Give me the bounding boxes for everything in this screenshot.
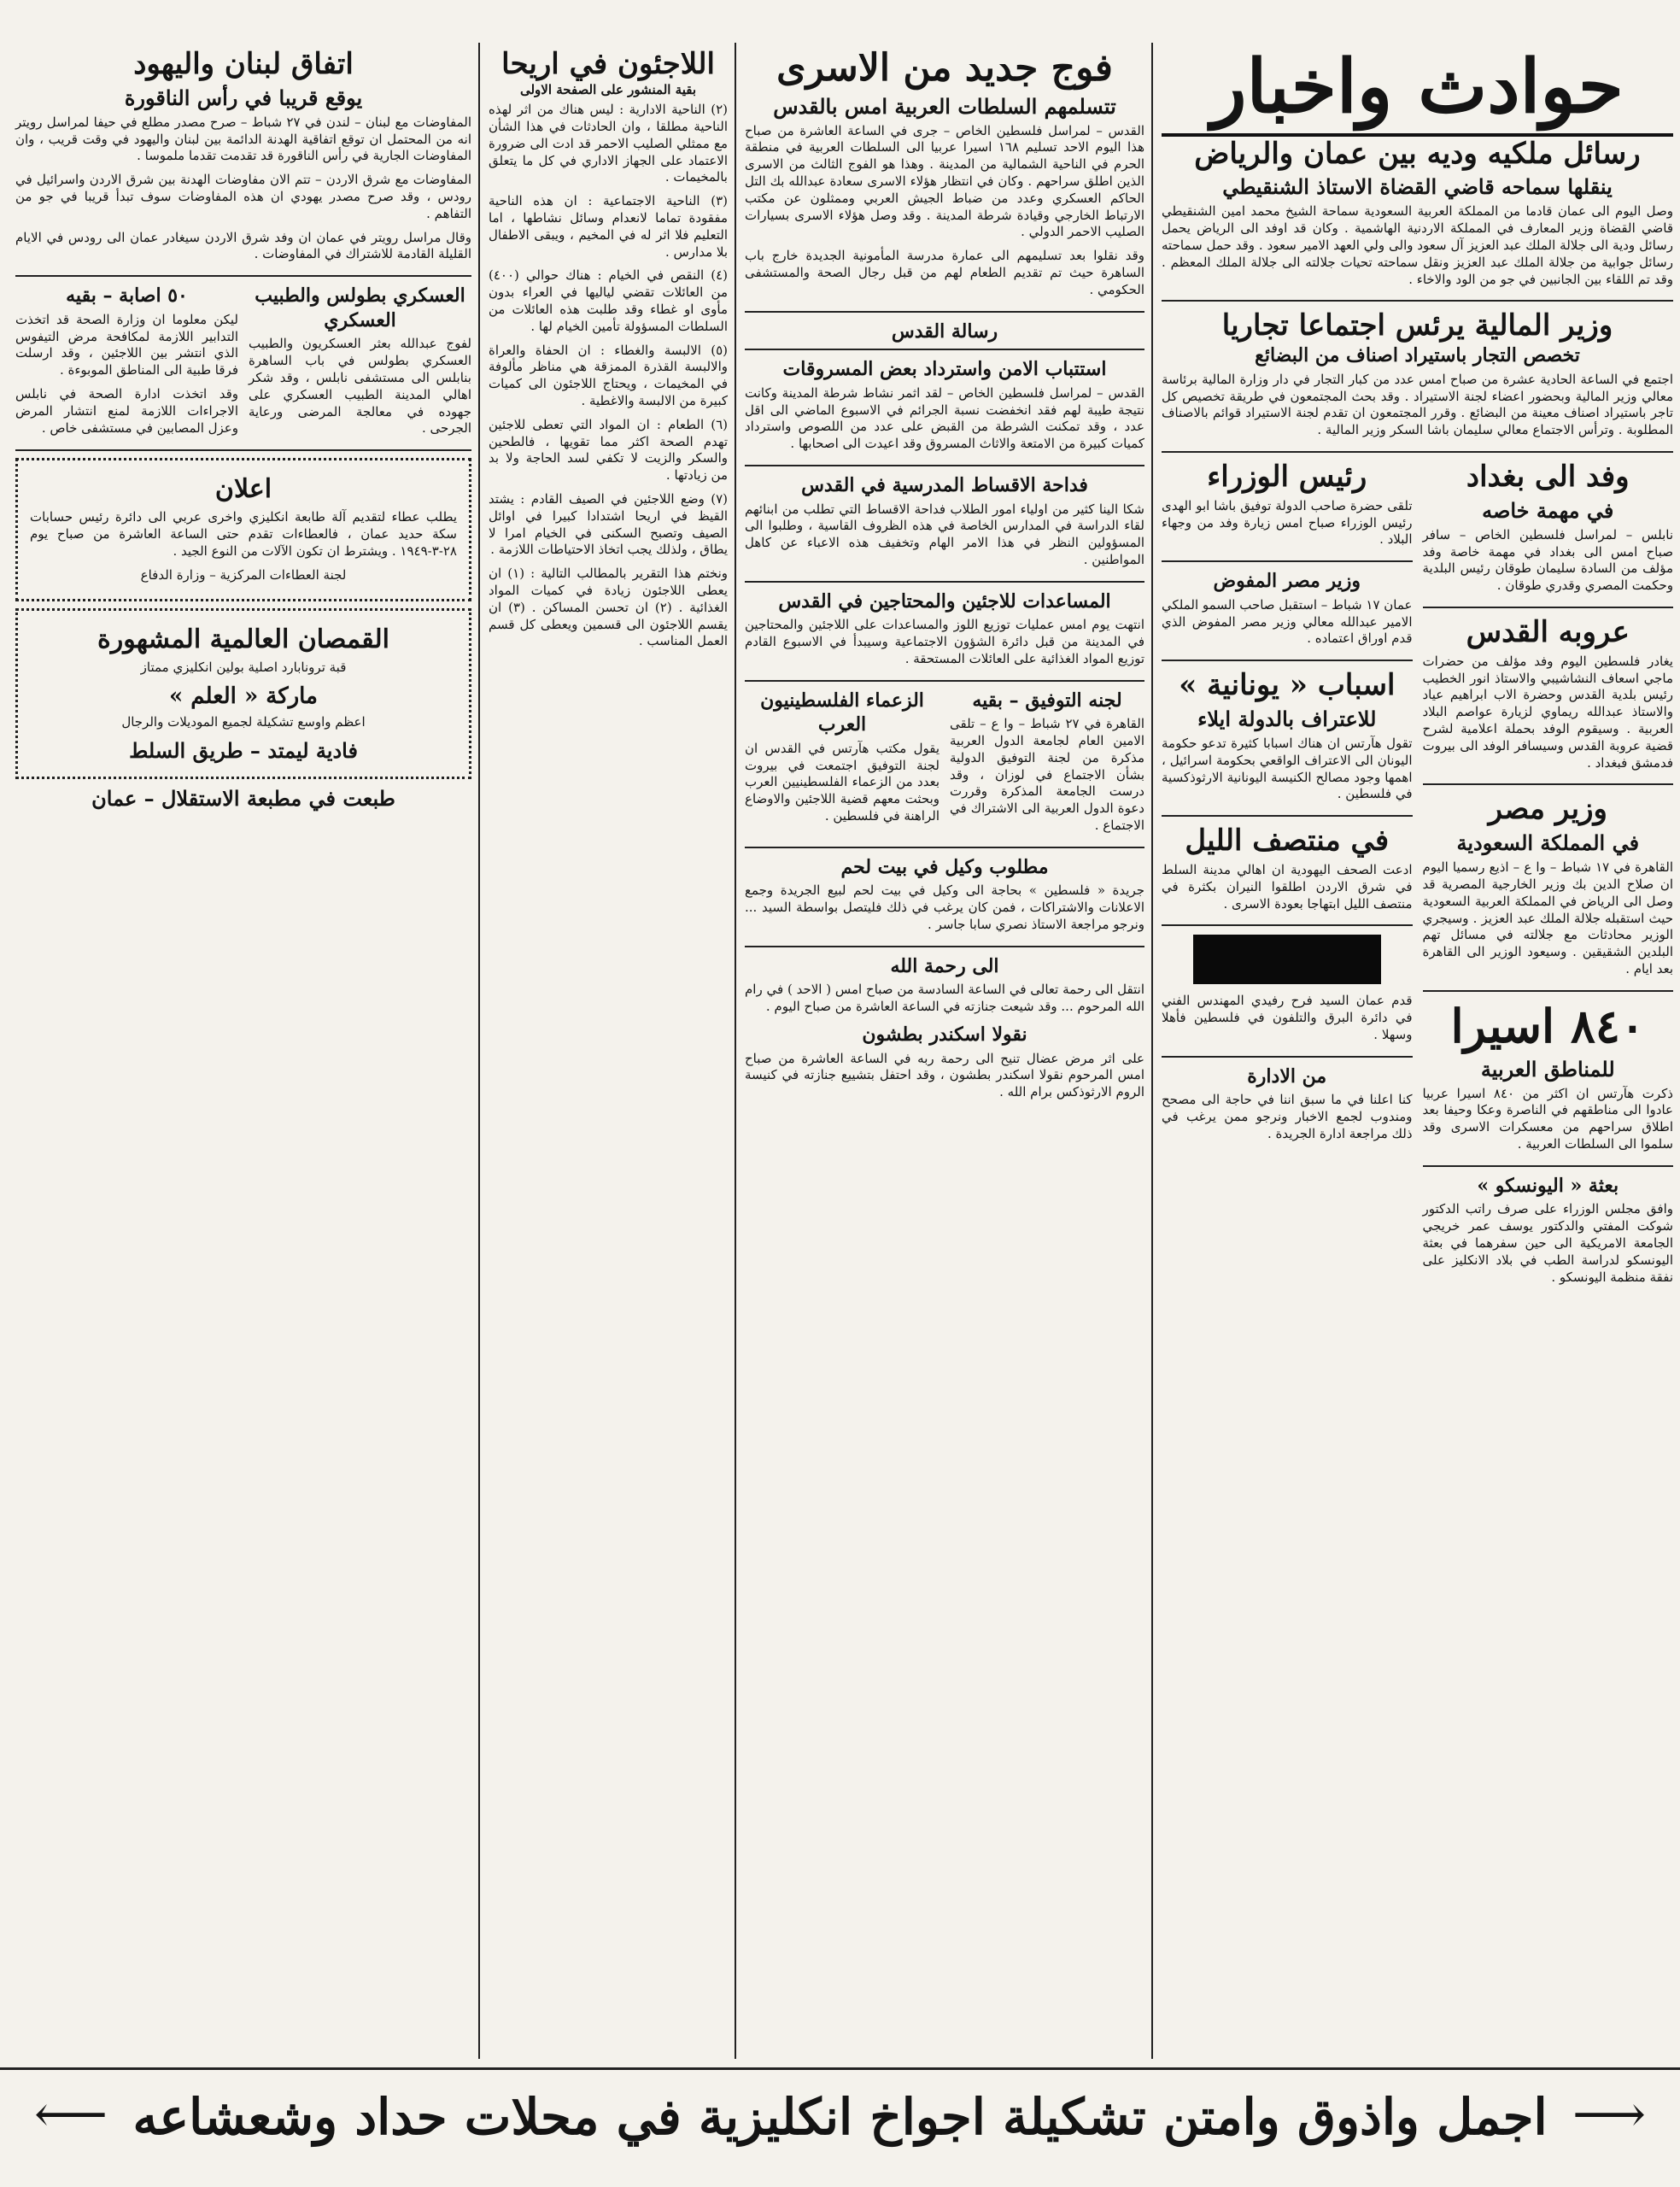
headline: وزير مصر [1488,792,1607,827]
column-center-right [738,47,1151,2063]
headline: مطلوب وكيل في بيت لحم [840,855,1049,878]
article-body: لفوج عبدالله بعثر العسكريون والطبيب العسكري بطولس في باب الساهرة بنابلس الى مستشفى نابلس ، وقد شكر اهالي المدينة الطبيب العسكري على جهوده في معالجة المرضى ورعاية الجرحى . [249,336,471,437]
headline: المساعدات للاجئين والمحتاجين في القدس [778,589,1111,613]
article-body: انتهت يوم امس عمليات توزيع اللوز والمساعدات على اللاجئين والمحتاجين في المدينة من قبل دائرة الشؤون الاجتماعية وسيبدأ في الاسبوع القادم توزيع المواد الغذائية على العائلات المستحقة . [745,617,1144,666]
ad-brand: ماركة « العلم » [169,683,318,710]
headline: اتفاق لبنان واليهود [133,47,354,81]
article-body: (٥) الالبسة والغطاء : ان الحفاة والعراة والالبسة القذرة الممزقة هي مناظر مألوفة في المخيمات ، ويحتاج اللاجئون الى كميات كبيرة من الالبسة والاغطية . [489,342,728,409]
subhead: تخصص التجار باستيراد اصناف من البضائع [1255,344,1580,367]
ad-tagline: اعظم واوسع تشكيلة لجميع الموديلات والرجال [121,714,366,730]
ad-footer: لجنة العطاءات المركزية – وزارة الدفاع [140,566,347,583]
article-prime-minister [1162,460,1413,562]
subhead: في المملكة السعودية [1456,830,1640,856]
article-body: القدس – لمراسل فلسطين الخاص – لقد اثمر نشاط شرطة المدينة وكانت نتيجة طيبة لهم فقد انخفضت نسبة الجرائم في الاسبوع الماضي الى اقل عدد ، وقد تمكنت الشرطة من القبض على عدد من اللصوص واسترداد كميات كبيرة من الامتعة والاثاث المسروق وقد اعيدت الى اصحابها . [745,384,1144,452]
article-body: جريدة « فلسطين » بحاجة الى وكيل في بيت لحم لبيع الجريدة وجمع الاعلانات والاشتراكات ، فمن كان يرغب في ذلك فليتصل بواسطة السيد ... ونرجو مراجعة الاستاذ نصري سابا جاسر . [745,882,1144,933]
headline: استتباب الامن واسترداد بعض المسروقات [782,358,1107,381]
column-rule [735,43,736,2059]
article-conciliation [950,689,1144,841]
article-body: كنا اعلنا في ما سبق اننا في حاجة الى مصحح ومندوب لجمع الاخبار ونرجو ممن يرغب في ذلك مراجعة ادارة الجريدة . [1162,1092,1413,1141]
article-agent-wanted [745,855,1144,947]
article-administration [1162,1064,1413,1143]
article-lebanon-agreement [15,47,471,277]
headline: الى رحمة الله [890,954,999,977]
section-label: رسالة القدس [745,320,1144,351]
ad-title: اعلان [214,474,272,505]
article-body: القاهرة في ٢٧ شباط – وا ع – تلقى الامين العام لجامعة الدول العربية مذكرة من لجنة التوفيق الدولية بشأن الاجتماع في لوزان ، وقد درست الجامعة المذكرة وقررت دعوة الدول العربية الى الاشتراك في الاجتماع . [950,716,1144,834]
article-jerusalem-arabism [1423,615,1674,785]
article-refugee-aid [745,589,1144,682]
article-school-fees [745,473,1144,583]
ad-shop: فادية ليمتد – طريق السلط [129,737,358,763]
column-left [9,47,478,2063]
arrow-left-icon: ⟵ [34,2084,108,2144]
article-body: ليكن معلوما ان وزارة الصحة قد اتخذت التدابير اللازمة لمكافحة مرض التيفوس الذي انتشر بين اللاجئين ، وقد ارسلت فرقا طبية الى المناطق الموبوءة . [15,311,238,378]
article-body: ادعت الصحف اليهودية ان اهالي مدينة السلط في شرق الاردن اطلقوا النيران بكثرة في منتصف الليل ابتهاجا بعودة الاسرى . [1162,861,1413,912]
article-egypt-minister-saudi [1423,792,1674,991]
subhead: للمناطق العربية [1480,1056,1615,1082]
two-column-block [745,689,1144,848]
arrow-right-icon: ⟶ [1572,2084,1646,2144]
article-unesco-mission [1423,1174,1674,1287]
headline: ٥٠ اصابة – بقيه [66,284,188,308]
subhead: في مهمة خاصه [1482,497,1614,523]
article-body: القدس – لمراسل فلسطين الخاص – جرى في الساعة العاشرة من صباح هذا اليوم الاحد تسليم ١٦٨ اسيرا عربيا الى السلطات العربية في منطقة الحرم في الناحية الشمالية من المدينة . وهذا هو الفوج الثالث من الاسرى الذين اطلق سراحهم . وكان في انتظار هؤلاء الاسرى سعادة عبدالله بك التل الحاكم العسكري وعدد من ضباط الجيش العربي وممثلون عن مكتب الارتباط الخارجي وقيادة شرطة المدينة . وقد وصل هؤلاء الاسرى بسيارات الصليب الاحمر الدولي . [745,122,1144,240]
article-royal-letters [1162,137,1673,302]
article-body: وقال مراسل رويتر في عمان ان وفد شرق الاردن سيغادر عمان الى رودس في الايام القليلة القادمة للاشتراك في المفاوضات . [15,229,471,262]
article-body: المفاوضات مع شرق الاردن – تتم الان مفاوضات الهدنة بين شرق الاردن واسرائيل في رودس ، وقد صرح مصدر يهودي ان هذه المفاوضات سوف تبدأ قريبا في جو من التفاهم . [15,172,471,221]
article-jericho-refugees [489,47,728,650]
article-body: (٢) الناحية الادارية : ليس هناك من اثر لهذه الناحية مطلقا ، وان الحادثات في هذا الشأن مع ممثلي الصليب الاحمر قد ادت الى ضرورة الاعتماد على الجهاز الاداري في كل ما يتعلق بالمخيمات . [489,102,728,185]
article-body: وصل اليوم الى عمان قادما من المملكة العربية السعودية سماحة الشيخ محمد امين الشنقيطي قاضي القضاة وزير المعارف في المملكة الاردنية الهاشمية . وكان قد اوفد الى الرياض يحمل رسائل ودية الى جلالة الملك عبد العزيز آل سعود والى ولي العهد الامير سعود . وقد حمل سماحته رسائل جوابية من جلالة الملك عبد العزيز ونقل سماحته تحيات جلالته الى جلالة الملك المعظم . وقد تم اللقاء بين الجانبين في جو من الود والاخاء . [1162,203,1673,287]
article-body: القاهرة في ١٧ شباط – وا ع – اذيع رسميا اليوم ان صلاح الدين بك وزير الخارجية المصرية قد وصل الى الرياض في المملكة العربية السعودية حيث استقبله جلالة الملك عبد العزيز . وسيجري الوزير محادثات مع جلالته في مسائل تهم البلدين الشقيقين . وسيعود الوزير الى القاهرة بعد ايام . [1422,859,1673,976]
article-obituary [745,954,1144,1101]
subhead: للاعتراف بالدولة ايلاء [1197,706,1377,731]
headline: بعثة « اليونسكو » [1477,1174,1619,1197]
subhead: تتسلمهم السلطات العربية امس بالقدس [773,93,1116,119]
headline: عروبه القدس [1466,614,1630,649]
headline: وزير مصر المفوض [1213,570,1361,593]
article-body: تقول هآرتس ان هناك اسبابا كثيرة تدعو حكومة اليونان الى الاعتراف الواقعي بحكومة اسرائيل ، اهمها وجود مصالح الكنيسة اليونانية الارثوذكسية في فلسطين . [1162,735,1413,802]
ad-title: القمصان العالمية المشهورة [97,624,389,655]
headline: رسائل ملكيه وديه بين عمان والرياض [1194,136,1641,171]
two-column-block [15,284,471,451]
article-egypt-envoy [1162,569,1413,661]
headline: في منتصف الليل [1185,824,1390,859]
subhead: ينقلها سماحه قاضي القضاة الاستاذ الشنقيطي [1222,174,1613,200]
headline: فوج جديد من الاسرى [776,47,1113,90]
printer-line: طبعت في مطبعة الاستقلال – عمان [91,785,395,811]
two-column-block [1162,460,1673,1293]
sub-column-right [1423,460,1674,1293]
article-body: المفاوضات مع لبنان – لندن في ٢٧ شباط – صرح مصدر مطلع في حيفا لمراسل رويتر انه من المحتمل ان توقع اتفاقية الهدنة الدائمة بين لبنان واليهود في وقت قريب ، وان المفاوضات الجارية في رأس الناقورة قد تقدمت تقدما ملموسا . [15,114,471,164]
article-body: اجتمع في الساعة الحادية عشرة من صباح امس عدد من كبار التجار في دار وزارة المالية برئاسة معالي وزير المالية وبحضور اعضاء لجنة الاستيراد . وقد بحث المجتمعون في طريقة تخصيص كل تاجر باستيراد اصناف معينة من البضائع . وقرر المجتمعون ان تقدم لجنة الاستيراد قوائم بالاصناف المطلوبة . وترأس الاجتماع معالي سليمان باشا السكر وزير المالية . [1162,371,1673,438]
article-body: تلقى حضرة صاحب الدولة توفيق باشا ابو الهدى رئيس الوزراء صباح امس زيارة وفد من وجهاء البلاد . [1162,497,1413,548]
article-body: شكا الينا كثير من اولياء امور الطلاب فداحة الاقساط التي تطلب من ابنائهم لقاء الدراسة في المدارس الخاصة في هذه الظروف القاسية ، وطلبوا الى المسؤولين النظر في هذا الامر الهام وتخفيف هذه الاعباء عن كاهل المواطنين . [745,501,1144,567]
ad-tender [15,458,471,601]
masthead: حوادث واخبار [1162,47,1673,137]
article-finance-minister [1162,308,1673,453]
column-right [1155,47,1680,2063]
article-body: نابلس – لمراسل فلسطين الخاص – سافر صباح امس الى بغداد في مهمة خاصة وفد مؤلف من السادة سليمان طوقان رئيس البلدية وحكمت المصري وقدري طوقان . [1422,526,1673,594]
headline: وفد الى بغداد [1466,459,1630,494]
article-baghdad-delegation [1423,460,1674,608]
headline: رئيس الوزراء [1207,459,1367,494]
article-body: وقد اتخذت ادارة الصحة في نابلس الاجراءات اللازمة لمنع انتشار المرض وعزل المصابين في مستشفى خاص . [15,385,238,436]
redacted-block [1193,935,1381,984]
article-body: ذكرت هآرتس ان اكثر من ٨٤٠ اسيرا عربيا عادوا الى مناطقهم في الناصرة وعكا وحيفا بعد اطلاق سراحهم من معسكرات الاسرى وقد سلموا الى السلطات العربية . [1422,1085,1673,1152]
article-body: قدم عمان السيد فرح رفيدي المهندس الفني في دائرة البرق والتلفون في فلسطين فأهلا وسهلا . [1162,993,1413,1042]
article-body: على اثر مرض عضال تنيح الى رحمة ربه في الساعة العاشرة من صباح امس المرحوم نقولا اسكندر بطشون ، وقد احتفل بتشييع جنازته في كنيسة الروم الارثوذكس برام الله . [745,1050,1144,1100]
subhead: بقية المنشور على الصفحة الاولى [519,81,697,97]
article-body: يقول مكتب هآرتس في القدس ان لجنة التوفيق اجتمعت في بيروت بعدد من الزعماء الفلسطينيين العرب وبحثت معهم قضية اللاجئين والاوضاع الراهنة في فلسطين . [745,740,940,824]
ad-body: قبة ترونابارد اصلية بولين انكليزي ممتاز [140,660,347,676]
column-center-left [482,47,735,2063]
headline: لجنه التوفيق – بقيه [972,689,1122,712]
subhead: يوقع قريبا في رأس الناقورة [124,85,363,110]
article-body: عمان ١٧ شباط – استقبل صاحب السمو الملكي الامير عبدالله معالي وزير مصر المفوض الذي قدم اوراق اعتماده . [1161,596,1413,647]
article-body: ونختم هذا التقرير بالمطالب التالية : (١) ان يعطى اللاجئون زيادة في كميات المواد الغذائية . (٢) ان تحسن المساكن . (٣) ان يقسم اللاجئون الى قسمين ويعطى كل قسم العمل المناسب . [489,566,728,649]
headline: ٨٤٠ اسيرا [1450,998,1645,1053]
article-body: (٣) الناحية الاجتماعية : ان هذه الناحية مفقودة تماما لانعدام وسائل نشاطها ، اما التعليم فلا اثر له في المخيم ، ويبقى الاطفال بلا مدارس . [489,193,728,260]
column-rule [1151,43,1153,2059]
article-body: وافق مجلس الوزراء على صرف راتب الدكتور شوكت المفتي والدكتور يوسف عمر خريجي الجامعة الامريكية الى حين سفرهما في بعثة اليونسكو لدراسة الطب في بلاد الانكليز على نفقة منظمة اليونسكو . [1422,1201,1673,1285]
article-840-prisoners [1423,999,1674,1167]
headline: من الادارة [1247,1064,1327,1088]
article-body: (٧) وضع اللاجئين في الصيف القادم : يشتد القيظ في اريحا اشتدادا كبيرا في اوائل الصيف وتصبح السكنى في الخيام امرا لا يطاق ، ولذلك يجب اتخاذ الاحتياطات اللازمة . [489,491,728,558]
article-palestinian-leaders [745,689,940,841]
article-greek-reasons [1162,668,1413,817]
article-body: يغادر فلسطين اليوم وفد مؤلف من حضرات ماجي اسعاف النشاشيبي والاستاذ انور الخطيب رئيس بلدية القدس وحضرة الاب ابراهيم عياد والاستاذ عبدالله ريماوي لزيارة عواصم البلاد العربية . وسيقوم الوفد بحملة اعلامية لشرح قضية عروبة القدس وسيسافر الوفد الى بيروت فدمشق فبغداد . [1422,653,1673,771]
headline: نقولا اسكندر بطشون [862,1023,1027,1047]
headline: الزعماء الفلسطينيون العرب [760,689,924,736]
article-body: انتقل الى رحمة تعالى في الساعة السادسة من صباح امس ( الاحد ) في رام الله المرحوم ... وقد شيعت جنازته في الساعة العاشرة من صباح اليوم . [745,982,1144,1015]
footer-ribbon [0,2067,1680,2164]
ad-shirts [15,608,471,779]
headline: اللاجئون في اريحا [501,47,715,81]
article-military-doctor [249,284,471,444]
column-rule [478,43,480,2059]
article-body: (٦) الطعام : ان المواد التي تعطى للاجئين تهدم الصحة اكثر مما تقويها ، فالطحين والسكر والزيت لا تكفي لسد الحاجة ولا بد من زيادتها . [489,416,728,484]
headline: اسباب « يونانية » [1179,668,1396,703]
article-50-cases [15,284,238,444]
sub-column-left [1162,460,1413,1293]
article-body: (٤) النقص في الخيام : هناك حوالي (٤٠٠) من العائلات تقضي لياليها في العراء بدون مأوى او غطاء وقد طلبت هذه العائلات من السلطات المسؤولة تأمين الخيام لها . [489,267,728,334]
headline: العسكري بطولس والطبيب العسكري [255,284,465,331]
headline: فداحة الاقساط المدرسية في القدس [801,473,1088,496]
headline: وزير المالية يرئس اجتماعا تجاريا [1221,308,1613,343]
article-body: وقد نقلوا بعد تسليمهم الى عمارة مدرسة المأمونية الجديدة خارج باب الساهرة حيث تم تقديم الطعام لهم من قبل رجال الصحة والمستشفى الحكومي . [745,248,1144,297]
article-arrival-notice [1162,993,1413,1057]
article-prisoner-batch [745,47,1144,313]
footer-ribbon-text: اجمل واذوق وامتن تشكيلة اجواخ انكليزية في محلات حداد وشعشاعه [132,2088,1548,2146]
article-midnight [1162,824,1413,926]
article-security [745,357,1144,466]
ad-body: يطلب عطاء لتقديم آلة طابعة انكليزي واخرى عربي الى دائرة رئيس حسابات سكة حديد عمان ، فالعطاءات تقدم حتى الساعة العاشرة من صباح يوم ٢٨-٣-١٩٤٩ . ويشترط ان تكون الآلات من النوع الجيد . [30,509,457,559]
